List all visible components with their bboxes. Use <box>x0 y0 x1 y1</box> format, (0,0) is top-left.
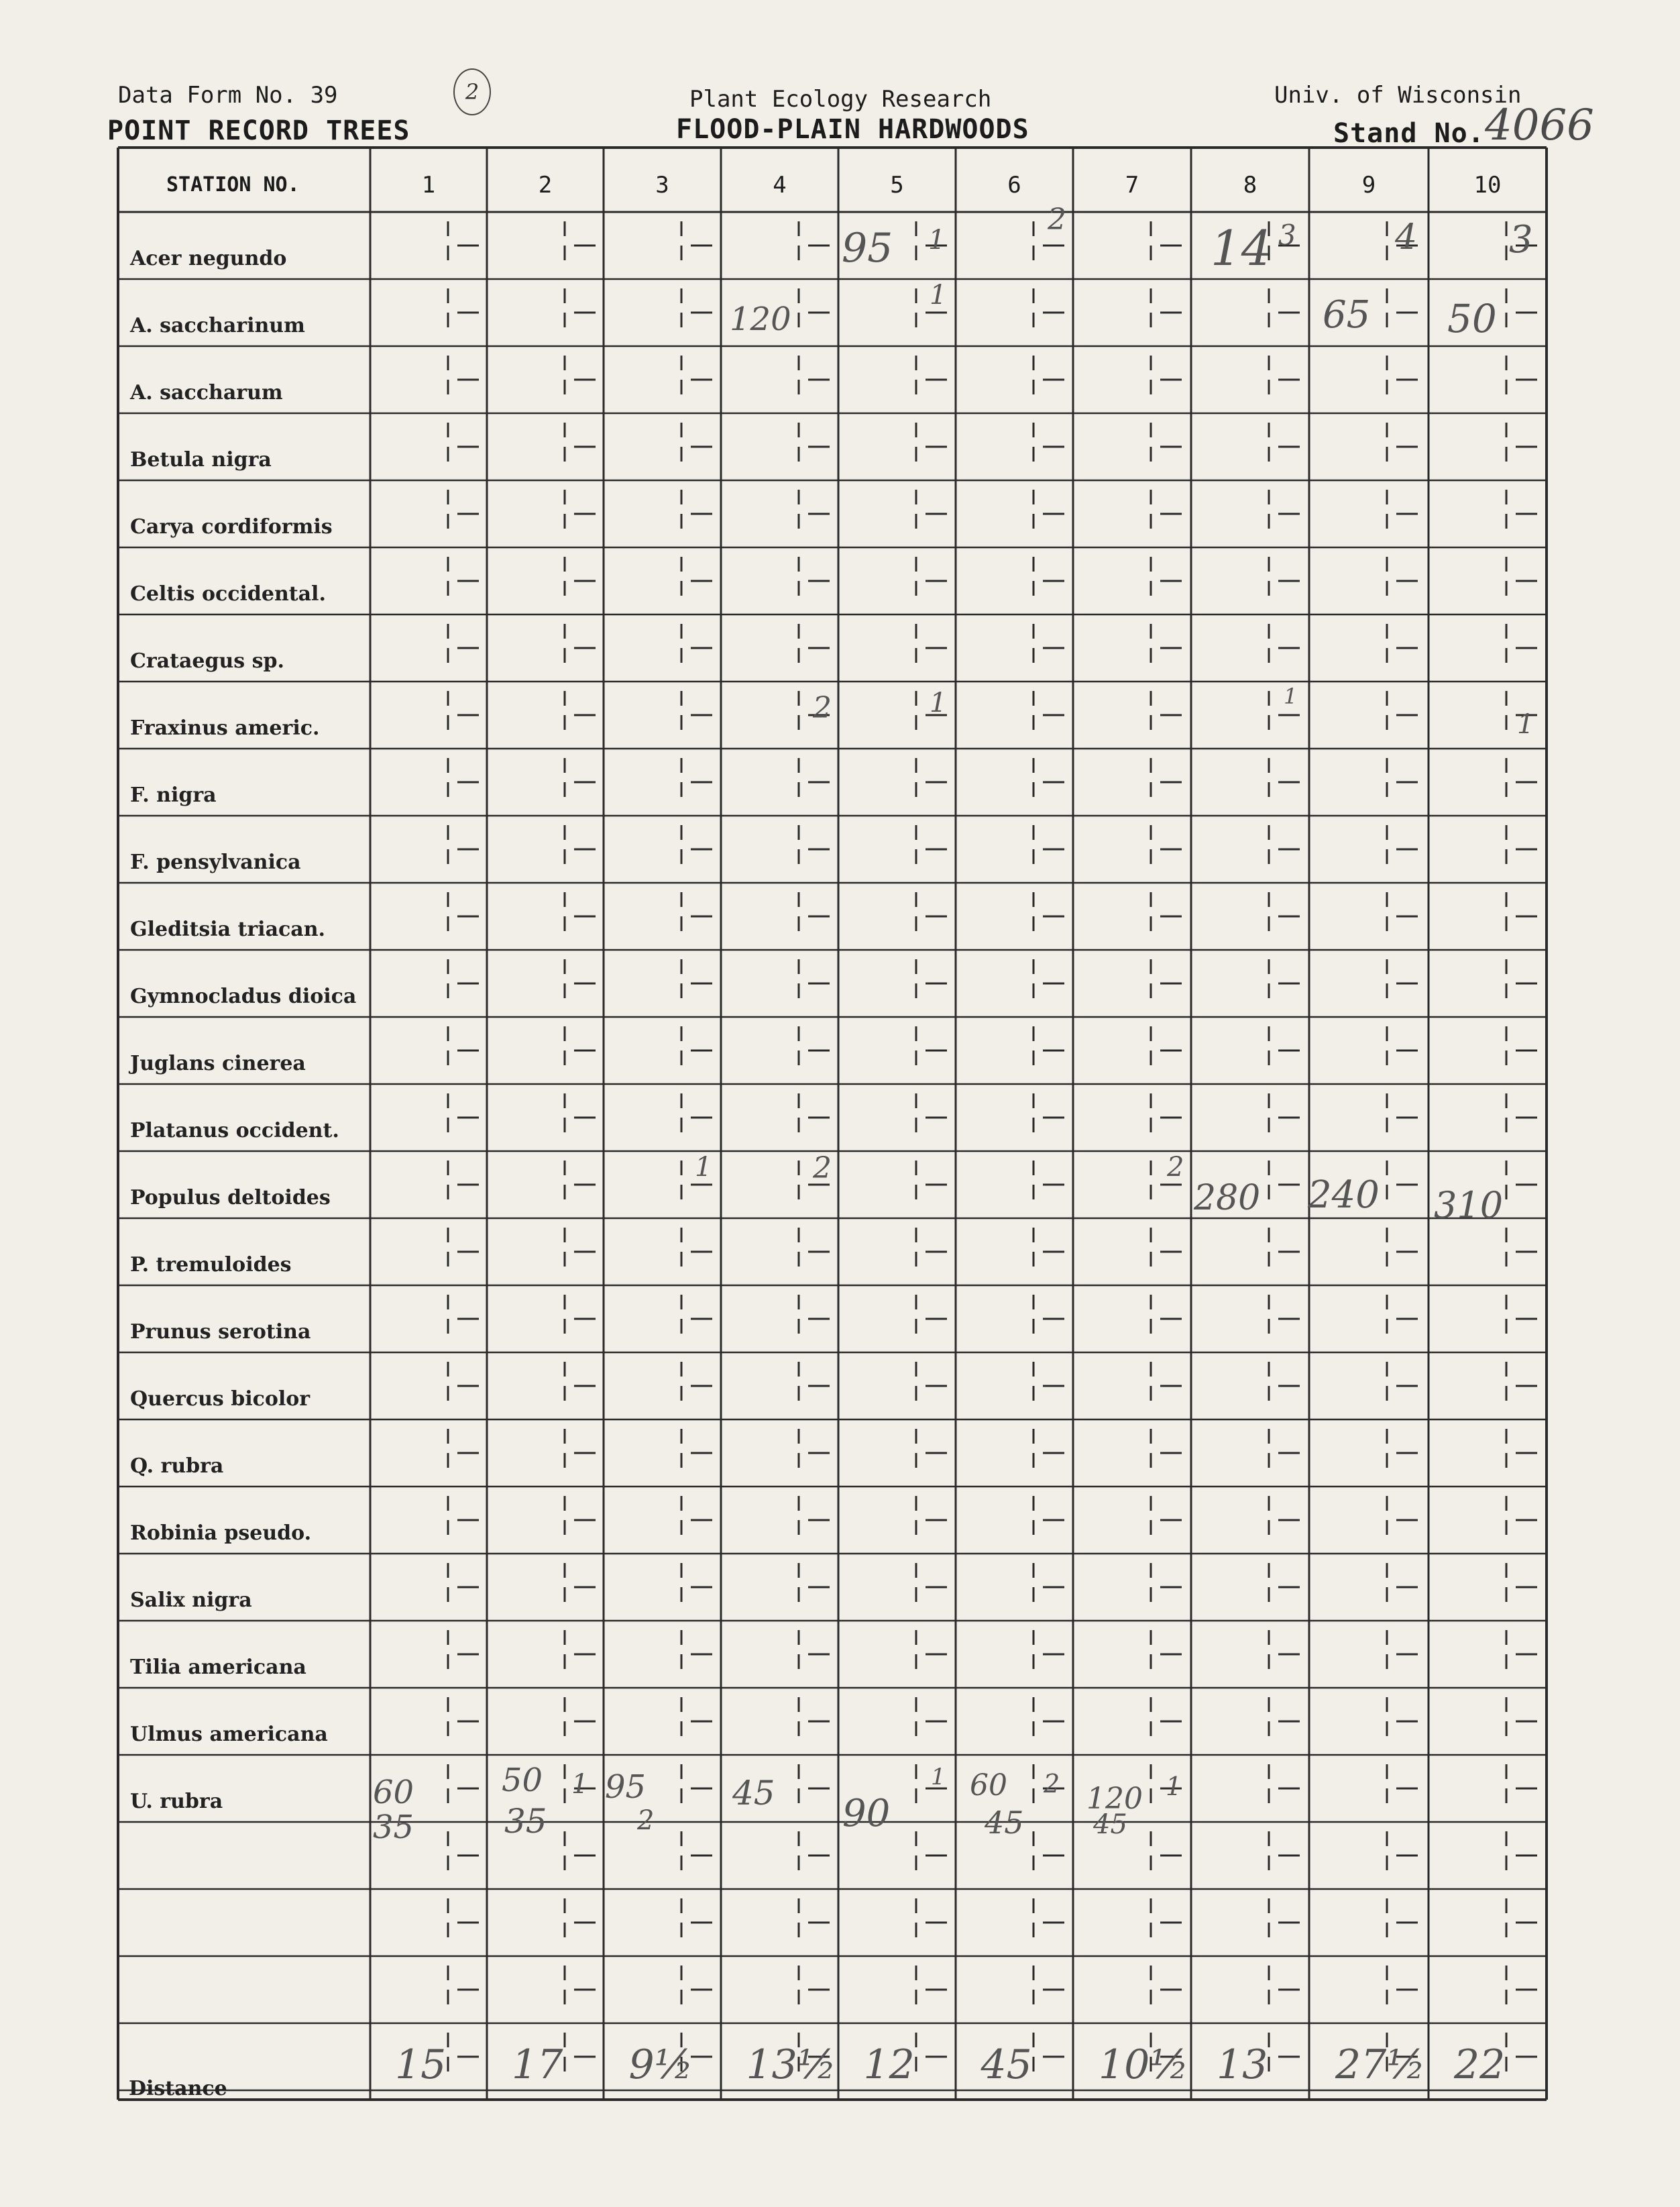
populus-st4-count: 2 <box>813 1151 832 1185</box>
station-number-2: 2 <box>538 172 553 199</box>
distance-value-station-3: 9½ <box>628 2041 693 2088</box>
acer-negundo-st5-value: 95 <box>842 225 893 272</box>
fraxinus-st10-count: 1 <box>1517 709 1534 740</box>
species-label: Ulmus americana <box>130 1723 328 1746</box>
species-label: Gleditsia triacan. <box>130 918 325 941</box>
populus-st9-value: 240 <box>1308 1173 1380 1217</box>
urubra-st1-value-bottom: 35 <box>373 1809 414 1846</box>
urubra-st3-value-top: 95 <box>605 1768 647 1806</box>
fraxinus-st9-count: 1 <box>1284 684 1298 709</box>
species-label: U. rubra <box>130 1790 223 1813</box>
distance-value-station-4: 13½ <box>746 2041 837 2088</box>
urubra-st5-value: 90 <box>842 1792 891 1835</box>
species-label: Populus deltoides <box>130 1186 331 1209</box>
fraxinus-st4-count: 2 <box>813 691 832 725</box>
saccharinum-st5-count: 1 <box>930 280 947 311</box>
urubra-st2-value-top: 50 <box>502 1762 543 1799</box>
station-number-10: 10 <box>1473 172 1502 199</box>
station-number-7: 7 <box>1125 172 1139 199</box>
urubra-st4-value: 45 <box>732 1774 775 1813</box>
species-label: Gymnocladus dioica <box>130 985 357 1008</box>
species-label: Q. rubra <box>130 1454 224 1478</box>
species-label: Celtis occidental. <box>130 582 326 606</box>
urubra-st2-value-bottom: 35 <box>504 1802 547 1841</box>
saccharinum-st10-value: 50 <box>1447 296 1497 341</box>
populus-st3-count: 1 <box>695 1152 712 1183</box>
stand-label: Stand No. <box>1333 118 1485 149</box>
urubra-st7-value-bottom: 45 <box>1093 1809 1127 1840</box>
distance-value-station-9: 27½ <box>1335 2041 1426 2088</box>
species-label: A. saccharinum <box>130 314 305 337</box>
form-number: Data Form No. 39 <box>118 82 338 109</box>
fraxinus-st5-count: 1 <box>930 688 947 718</box>
station-number-4: 4 <box>773 172 787 199</box>
urubra-st6-count: 2 <box>1044 1769 1060 1798</box>
species-label: F. nigra <box>130 784 217 807</box>
species-label: P. tremuloides <box>130 1253 292 1277</box>
species-label: Carya cordiformis <box>130 515 333 539</box>
station-label: STATION NO. <box>166 173 300 197</box>
station-number-6: 6 <box>1007 172 1021 199</box>
acer-negundo-st5-count: 1 <box>928 225 946 256</box>
species-label: Betula nigra <box>130 448 272 472</box>
species-label: Acer negundo <box>130 247 287 270</box>
urubra-st3-count: 2 <box>637 1805 655 1836</box>
species-label: Tilia americana <box>130 1656 306 1679</box>
urubra-st6-value-top: 60 <box>970 1768 1007 1802</box>
populus-st8-value: 280 <box>1194 1178 1261 1218</box>
form-title: POINT RECORD TREES <box>107 115 410 146</box>
species-label: F. pensylvanica <box>130 851 301 874</box>
station-number-9: 9 <box>1361 172 1376 199</box>
urubra-st5-count: 1 <box>931 1764 946 1790</box>
forest-type: FLOOD-PLAIN HARDWOODS <box>676 114 1029 145</box>
urubra-st7-count: 1 <box>1166 1772 1182 1801</box>
urubra-st1-value-top: 60 <box>373 1774 414 1811</box>
distance-label: Distance <box>129 2077 227 2100</box>
acer-negundo-st6-count: 2 <box>1048 203 1066 237</box>
urubra-st2-count: 1 <box>571 1769 589 1800</box>
acer-negundo-st9-count: 4 <box>1395 217 1418 258</box>
station-number-3: 3 <box>655 172 669 199</box>
station-number-1: 1 <box>421 172 436 199</box>
species-label: Robinia pseudo. <box>130 1521 312 1545</box>
species-label: Fraxinus americ. <box>130 716 320 740</box>
station-number-8: 8 <box>1243 172 1257 199</box>
species-label: Crataegus sp. <box>130 649 284 673</box>
distance-value-station-2: 17 <box>512 2041 563 2088</box>
saccharinum-st9-value: 65 <box>1323 293 1371 337</box>
species-label: Prunus serotina <box>130 1320 311 1344</box>
acer-negundo-st8-value: 14 <box>1211 220 1272 276</box>
circled-page-mark: 2 <box>453 68 491 115</box>
distance-value-station-10: 22 <box>1454 2041 1506 2088</box>
distance-value-station-5: 12 <box>863 2041 915 2088</box>
station-number-5: 5 <box>890 172 904 199</box>
populus-st7-count: 2 <box>1167 1152 1184 1183</box>
distance-value-station-7: 10½ <box>1099 2041 1189 2088</box>
university: Univ. of Wisconsin <box>1274 82 1522 109</box>
species-label: A. saccharum <box>130 381 283 405</box>
species-label: Juglans cinerea <box>130 1052 306 1075</box>
urubra-st7-value-top: 120 <box>1086 1782 1143 1816</box>
urubra-st6-value-bottom: 45 <box>985 1805 1024 1841</box>
distance-value-station-6: 45 <box>981 2041 1032 2088</box>
saccharinum-st4-value: 120 <box>730 301 791 338</box>
stand-number: 4066 <box>1485 101 1594 150</box>
species-label: Platanus occident. <box>130 1119 339 1142</box>
species-label: Salix nigra <box>130 1589 252 1612</box>
acer-negundo-st10-count: 3 <box>1509 218 1533 262</box>
populus-st10-value: 310 <box>1434 1184 1504 1226</box>
species-label: Quercus bicolor <box>130 1387 311 1411</box>
distance-value-station-1: 15 <box>395 2041 447 2088</box>
distance-value-station-8: 13 <box>1217 2041 1268 2088</box>
research-title: Plant Ecology Research <box>689 86 992 113</box>
acer-negundo-st8-count: 3 <box>1278 219 1296 252</box>
